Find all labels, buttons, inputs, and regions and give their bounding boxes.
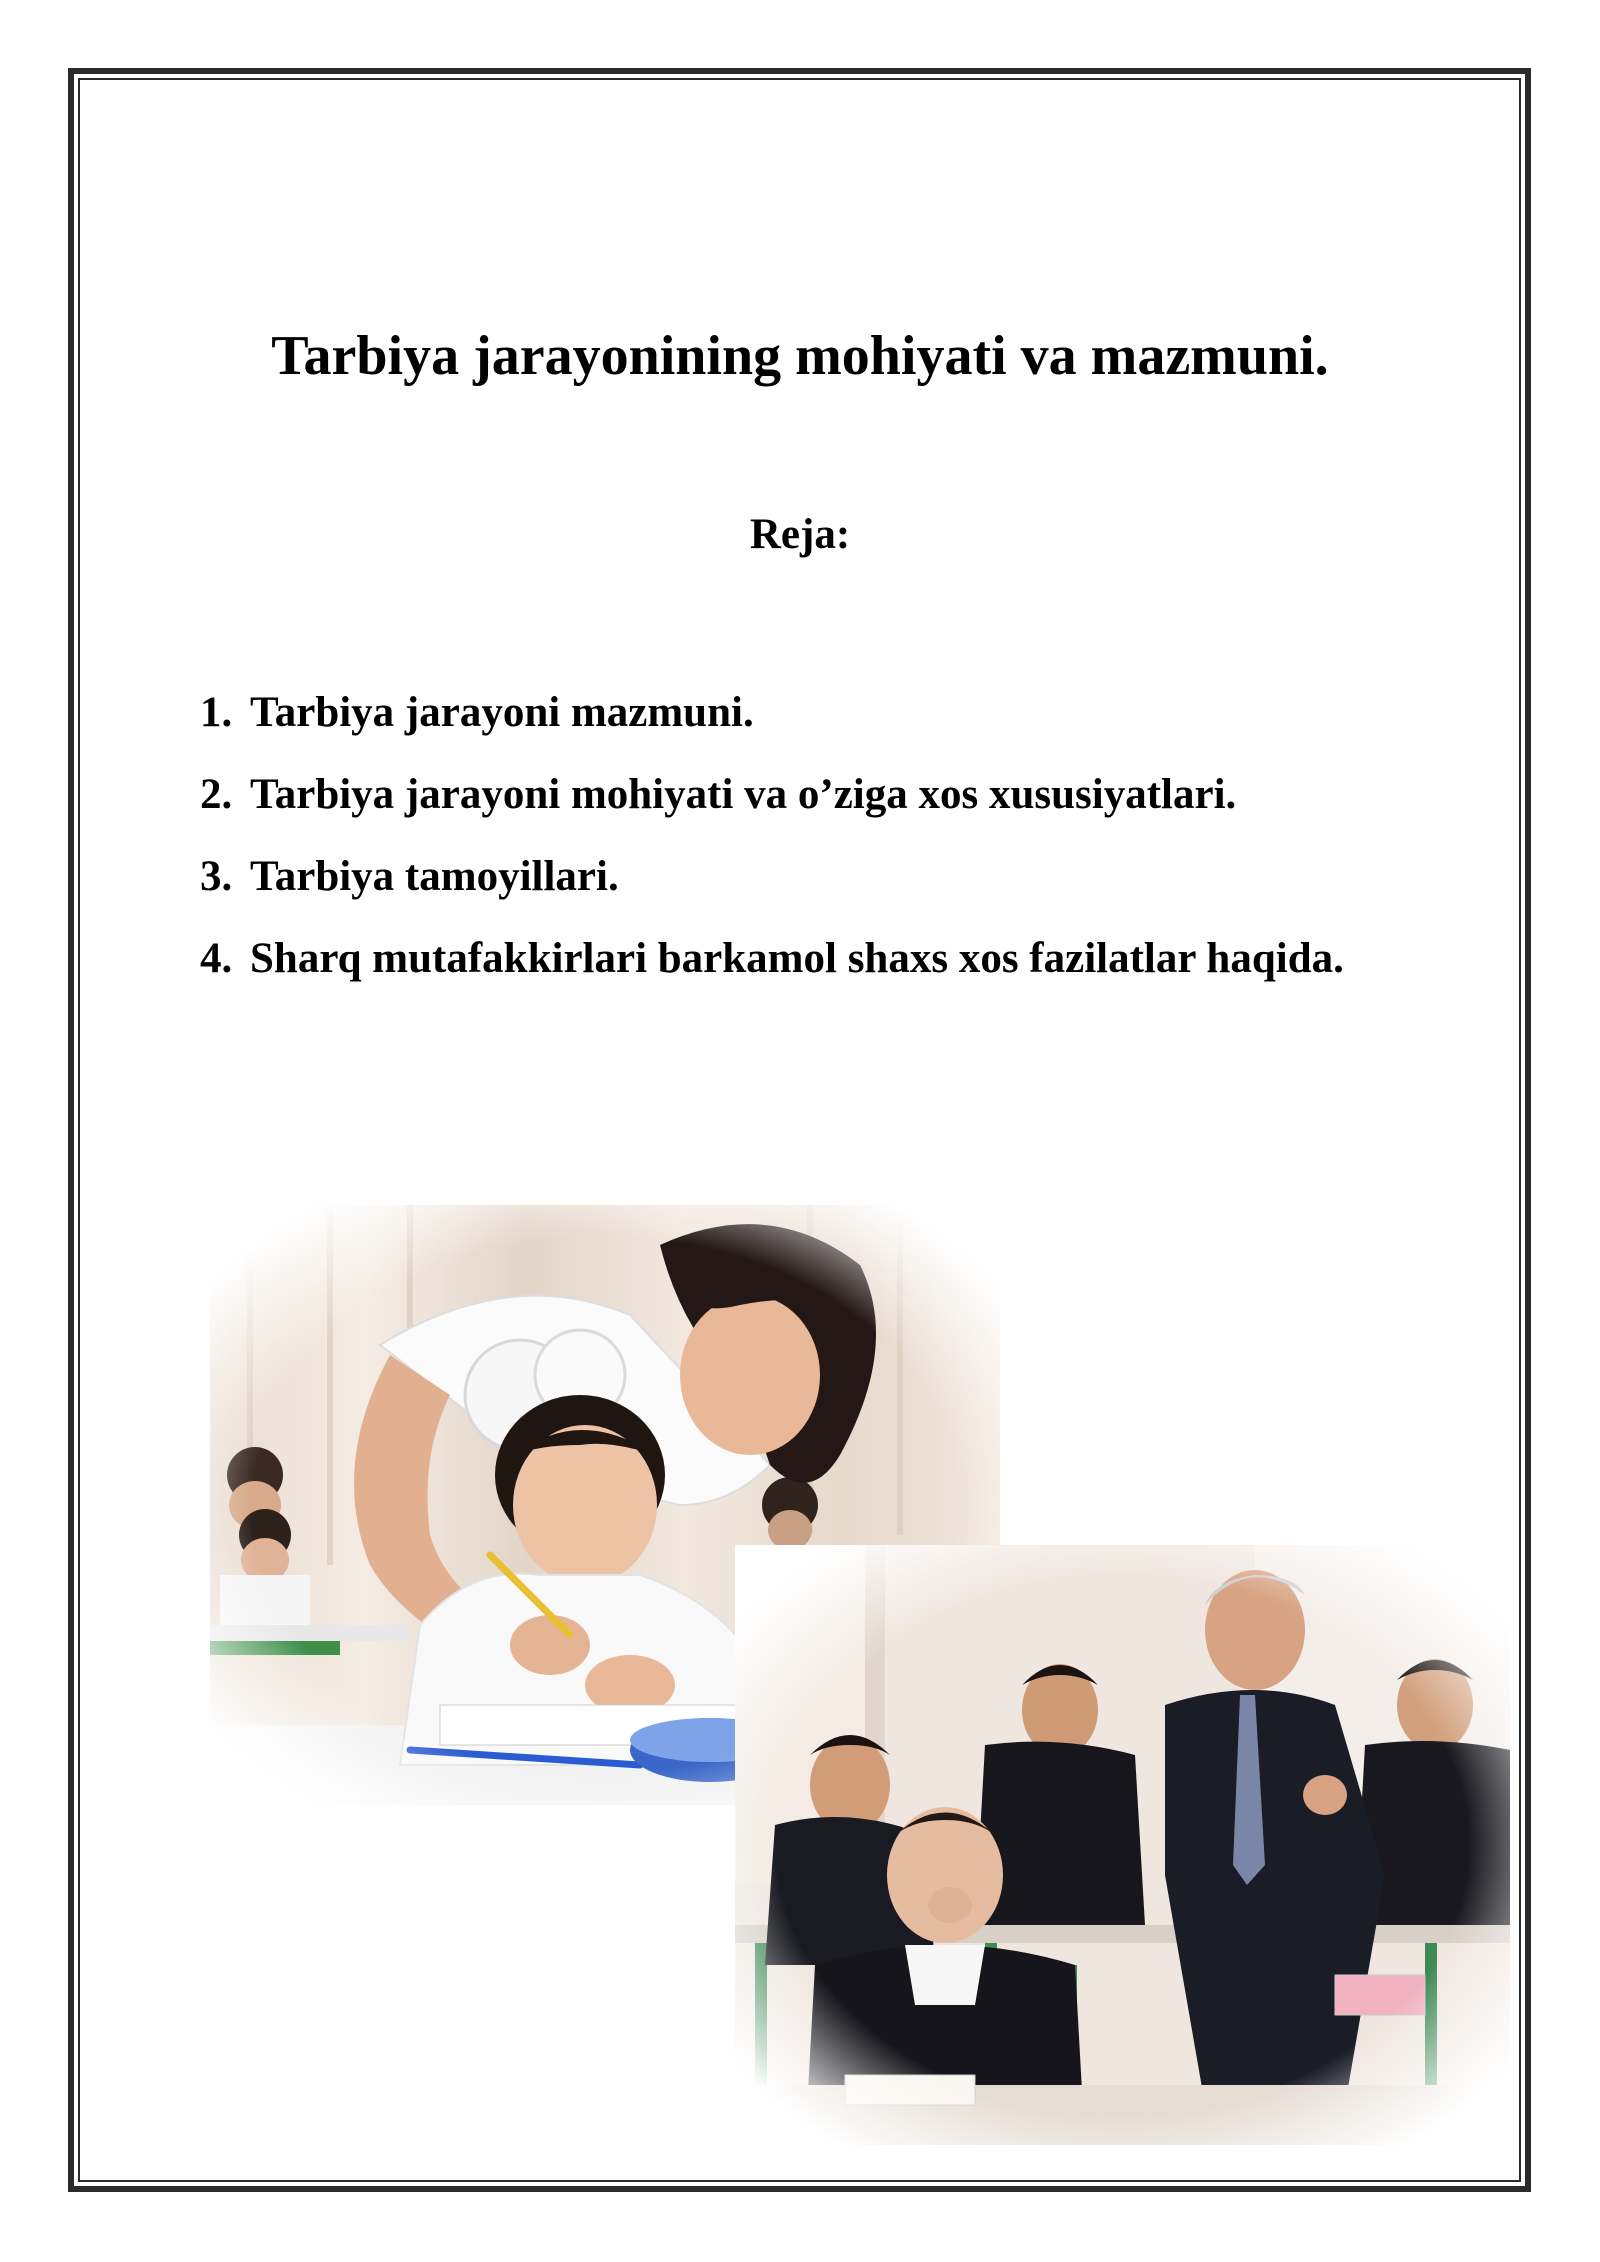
plan-item-number: 1.	[200, 689, 233, 736]
plan-item-3	[200, 836, 1448, 918]
plan-item-text: Tarbiya tamoyillari.	[250, 853, 619, 900]
plan-item-text: Tarbiya jarayoni mazmuni.	[250, 689, 754, 736]
plan-item-1	[200, 672, 1448, 754]
plan-list	[200, 672, 1448, 1000]
plan-item-text: Sharq mutafakkirlari barkamol shaxs xos fazilatlar haqida.	[250, 935, 1344, 982]
plan-item-text: Tarbiya jarayoni mohiyati va o’ziga xos xususiyatlari.	[250, 771, 1237, 818]
plan-item-2	[200, 754, 1448, 836]
classroom-lecture-photo	[735, 1545, 1510, 2145]
plan-item-number: 4.	[200, 935, 233, 982]
plan-item-number: 2.	[200, 771, 233, 818]
plan-item-4	[200, 918, 1448, 1000]
page-title: Tarbiya jarayonining mohiyati va mazmuni.	[271, 325, 1329, 387]
plan-item-number: 3.	[200, 853, 233, 900]
plan-heading: Reja:	[749, 511, 851, 558]
